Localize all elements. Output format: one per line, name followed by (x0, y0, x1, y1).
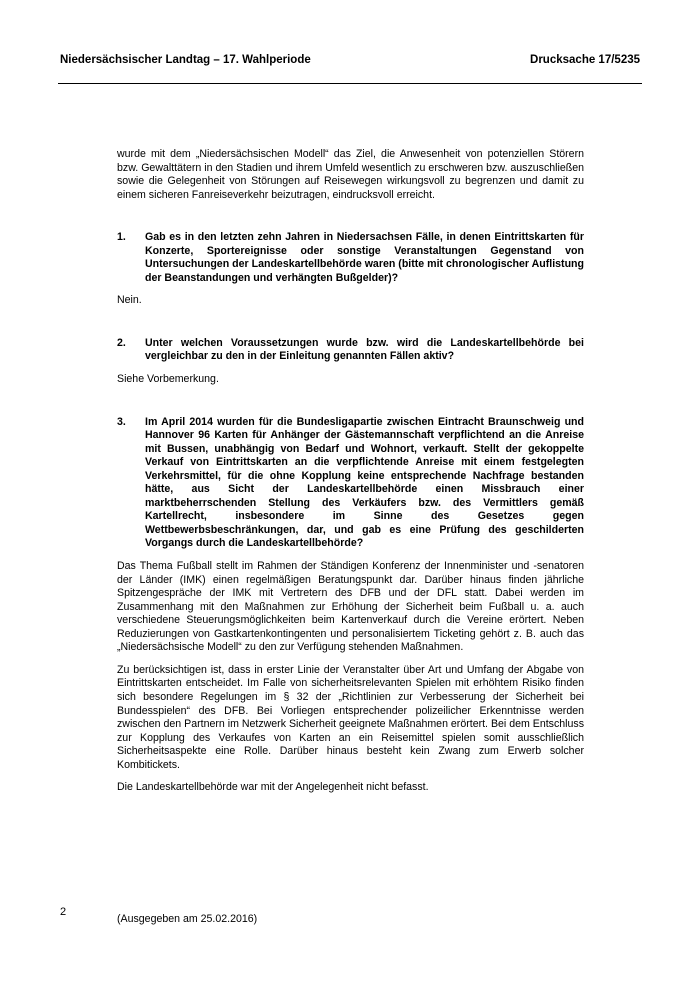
intro-paragraph: wurde mit dem „Niedersächsischen Modell“ das Ziel, die Anwesenheit von potenziellen Störern bzw. Gewalttätern in den Stadien und ihrem Umfeld wesentlich zu erschweren bzw. auszuschließen sowie die Gelegenheit von Störungen auf Reisewegen wirkungsvoll zu begrenzen und damit zu einem sicheren Fanreiseverkehr beizutragen, eindrucksvoll erreicht. (117, 148, 584, 201)
question-text: Gab es in den letzten zehn Jahren in Niedersachsen Fälle, in denen Eintrittskarten für Konzerte, Sportereignisse oder sonstige Veranstaltungen Gegenstand von Untersuchungen der Landeskartellbehörde waren (bitte mit chronologischer Auflistung der Beanstandungen und verhängten Bußgelder)? (145, 231, 584, 284)
question-2 (117, 337, 584, 364)
question-number: 1. (117, 231, 126, 244)
answer-paragraph: Siehe Vorbemerkung. (117, 373, 219, 386)
page-number: 2 (60, 906, 67, 918)
question-3 (117, 416, 584, 551)
answer-paragraph: Nein. (117, 294, 142, 307)
question-text: Im April 2014 wurden für die Bundesligapartie zwischen Eintracht Braunschweig und Hannover 96 Karten für Anhänger der Gästemannschaft verpflichtend an die Anreise mit Bussen, unabhängig von Bedarf und Wohnort, verkauft. Stellt der gekoppelte Verkauf von Eintrittskarten an die verpflichtende Anreise mit einem festgelegten Verkehrsmittel, für die ohne Kopplung keine entsprechende Nachfrage bestanden hätte, aus Sicht der Landeskartellbehörde einen Missbrauch einer marktbeherrschenden Stellung des Verkäufers bzw. des Vermittlers gemäß Kartellrecht, insbesondere im Sinne des Gesetzes gegen Wettbewerbsbeschränkungen, dar, und gab es eine Prüfung des geschilderten Vorgangs durch die Landeskartellbehörde? (145, 415, 584, 550)
question-number: 3. (117, 415, 126, 428)
answer-paragraph: Die Landeskartellbehörde war mit der Angelegenheit nicht befasst. (117, 781, 429, 794)
question-text: Unter welchen Voraussetzungen wurde bzw. wird die Landeskartellbehörde bei vergleichbar zu den in der Einleitung genannten Fällen aktiv? (145, 336, 584, 363)
document-body (117, 148, 584, 804)
publication-date: (Ausgegeben am 25.02.2016) (117, 913, 258, 925)
question-1 (117, 231, 584, 285)
header-divider (58, 83, 642, 84)
document-number: Drucksache 17/5235 (530, 54, 640, 66)
answer-paragraph: Zu berücksichtigen ist, dass in erster Linie der Veranstalter über Art und Umfang der Abgabe von Eintrittskarten entscheidet. Im Falle von sicherheitsrelevanten Spielen mit erhöhtem Risiko finden sich besondere Regelungen im § 32 der „Richtlinien zur Verbesserung der Sicherheit bei Bundesspielen“ des DFB. Bei Vorliegen entsprechender polizeilicher Erkenntnisse werden zwischen den Partnern im Netzwerk Sicherheit geeignete Maßnahmen erörtert. Bei dem Entschluss zur Kopplung des Verkaufes von Karten an ein Reisemittel spielen somit ausschließlich Sicherheitsaspekte eine Rolle. Darüber hinaus besteht kein Zwang zum Erwerb solcher Kombitickets. (117, 663, 584, 771)
question-number: 2. (117, 336, 126, 349)
header-title: Niedersächsischer Landtag – 17. Wahlperiode (60, 54, 311, 66)
answer-paragraph: Das Thema Fußball stellt im Rahmen der Ständigen Konferenz der Innenminister und -senatoren der Länder (IMK) einen regelmäßigen Beratungspunkt dar. Darüber hinaus finden jährliche Spitzengespräche der IMK mit Vertretern des DFB und der DFL statt. Dabei werden im Zusammenhang mit den Maßnahmen zur Erhöhung der Sicherheit beim Fußball u. a. auch verschiedene Steuerungsmöglichkeiten beim Kartenverkauf durch die Vereine erörtert. Neben Reduzierungen von Gastkartenkontingenten und personalisiertem Ticketing gehört z. B. auch das „Niedersächsische Modell“ zu den zur Verfügung stehenden Maßnahmen. (117, 560, 584, 654)
